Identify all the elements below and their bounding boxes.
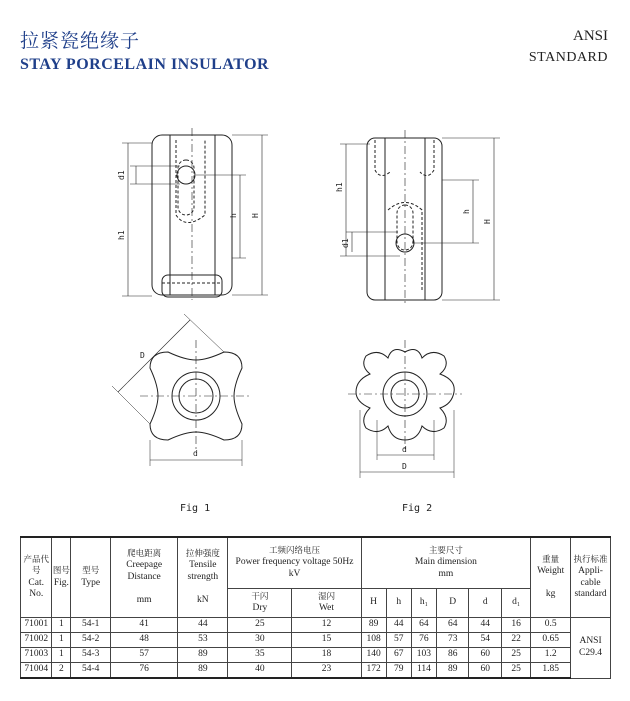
cell-weight: 0.65 xyxy=(531,633,571,648)
fig2-side-view xyxy=(340,130,500,305)
cell-d: 44 xyxy=(469,618,501,633)
dim-label-h1-fig2: h1 xyxy=(335,182,344,192)
cell-dry: 25 xyxy=(228,618,292,633)
cell-D: 86 xyxy=(436,648,468,663)
header-wet: 湿闪 Wet xyxy=(292,589,361,618)
cell-d1: 25 xyxy=(501,663,530,679)
table-row xyxy=(21,618,611,633)
cell-wet: 23 xyxy=(292,663,361,679)
header-main-dimension: 主要尺寸 Main dimension mm xyxy=(361,537,531,589)
cell-type: 54-4 xyxy=(71,663,111,679)
cell-d: 60 xyxy=(469,648,501,663)
cell-tensile: 53 xyxy=(178,633,228,648)
title-chinese: 拉紧瓷绝缘子 xyxy=(20,30,141,52)
table-row xyxy=(21,648,611,663)
cell-h1: 64 xyxy=(411,618,436,633)
header-cat-no: 产品代号 Cat. No. xyxy=(21,537,52,618)
cell-weight: 0.5 xyxy=(531,618,571,633)
cell-creepage: 48 xyxy=(111,633,178,648)
header-weight: 重量 Weight kg xyxy=(531,537,571,618)
cell-standard: ANSI C29.4 xyxy=(571,618,611,679)
specification-table xyxy=(20,536,611,679)
header-col-H: H xyxy=(361,589,386,618)
header-fig: 图号 Fig. xyxy=(52,537,71,618)
cell-D: 89 xyxy=(436,663,468,679)
fig1-side-view xyxy=(122,128,268,300)
dim-label-H: H xyxy=(251,213,260,218)
table-header-row xyxy=(21,537,611,589)
cell-h: 57 xyxy=(386,633,411,648)
cell-dry: 40 xyxy=(228,663,292,679)
cell-h: 44 xyxy=(386,618,411,633)
fig2-label: Fig 2 xyxy=(402,503,433,514)
cell-wet: 15 xyxy=(292,633,361,648)
cell-creepage: 76 xyxy=(111,663,178,679)
dim-label-d-fig2: d xyxy=(402,445,407,454)
cell-H: 140 xyxy=(361,648,386,663)
cell-h1: 103 xyxy=(411,648,436,663)
header-applicable-standard: 执行标准 Appli-cable standard xyxy=(571,537,611,618)
cell-d1: 16 xyxy=(501,618,530,633)
cell-H: 172 xyxy=(361,663,386,679)
dim-label-h: h xyxy=(229,213,238,218)
dim-label-d1-fig2: d1 xyxy=(341,238,350,248)
standard-label-line1: ANSI xyxy=(572,28,608,44)
cell-dry: 30 xyxy=(228,633,292,648)
cell-wet: 12 xyxy=(292,618,361,633)
dim-label-H-fig2: H xyxy=(483,219,492,224)
standard-label-line2: STANDARD xyxy=(528,50,608,65)
dim-label-D: D xyxy=(140,351,145,360)
cell-fig: 2 xyxy=(52,663,71,679)
cell-tensile: 44 xyxy=(178,618,228,633)
cell-D: 64 xyxy=(436,618,468,633)
header-col-D: D xyxy=(436,589,468,618)
title-english: STAY PORCELAIN INSULATOR xyxy=(20,56,270,73)
cell-tensile: 89 xyxy=(178,663,228,679)
cell-d: 54 xyxy=(469,633,501,648)
cell-h: 67 xyxy=(386,648,411,663)
cell-type: 54-3 xyxy=(71,648,111,663)
table-row xyxy=(21,663,611,679)
cell-type: 54-1 xyxy=(71,618,111,633)
cell-h1: 114 xyxy=(411,663,436,679)
dim-label-d1: d1 xyxy=(117,170,126,180)
cell-creepage: 57 xyxy=(111,648,178,663)
dim-label-D-fig2: D xyxy=(402,462,407,471)
cell-fig: 1 xyxy=(52,633,71,648)
cell-creepage: 41 xyxy=(111,618,178,633)
cell-type: 54-2 xyxy=(71,633,111,648)
cell-D: 73 xyxy=(436,633,468,648)
cell-fig: 1 xyxy=(52,648,71,663)
header-tensile: 拉伸强度 Tensile strength kN xyxy=(178,537,228,618)
header-power-frequency-voltage: 工频闪络电压 Power frequency voltage 50Hz kV xyxy=(228,537,361,589)
table-row xyxy=(21,633,611,648)
header-creepage: 爬电距离 Creepage Distance mm xyxy=(111,537,178,618)
header-col-d: d xyxy=(469,589,501,618)
cell-cat: 71003 xyxy=(21,648,52,663)
cell-H: 89 xyxy=(361,618,386,633)
header-col-h1: h₁ xyxy=(411,589,436,618)
fig2-top-view xyxy=(348,340,462,478)
header-col-h: h xyxy=(386,589,411,618)
header-type: 型号 Type xyxy=(71,537,111,618)
fig1-label: Fig 1 xyxy=(180,503,211,514)
cell-H: 108 xyxy=(361,633,386,648)
cell-cat: 71004 xyxy=(21,663,52,679)
cell-fig: 1 xyxy=(52,618,71,633)
cell-h1: 76 xyxy=(411,633,436,648)
dim-label-h1: h1 xyxy=(117,230,126,240)
cell-weight: 1.2 xyxy=(531,648,571,663)
dim-label-d: d xyxy=(193,449,198,458)
cell-weight: 1.85 xyxy=(531,663,571,679)
cell-wet: 18 xyxy=(292,648,361,663)
cell-cat: 71001 xyxy=(21,618,52,633)
cell-tensile: 89 xyxy=(178,648,228,663)
cell-d1: 22 xyxy=(501,633,530,648)
dim-label-h-fig2: h xyxy=(462,209,471,214)
cell-dry: 35 xyxy=(228,648,292,663)
fig1-top-view xyxy=(112,314,252,466)
header-dry: 干闪 Dry xyxy=(228,589,292,618)
cell-cat: 71002 xyxy=(21,633,52,648)
header-col-d1: d₁ xyxy=(501,589,530,618)
cell-d1: 25 xyxy=(501,648,530,663)
cell-h: 79 xyxy=(386,663,411,679)
cell-d: 60 xyxy=(469,663,501,679)
